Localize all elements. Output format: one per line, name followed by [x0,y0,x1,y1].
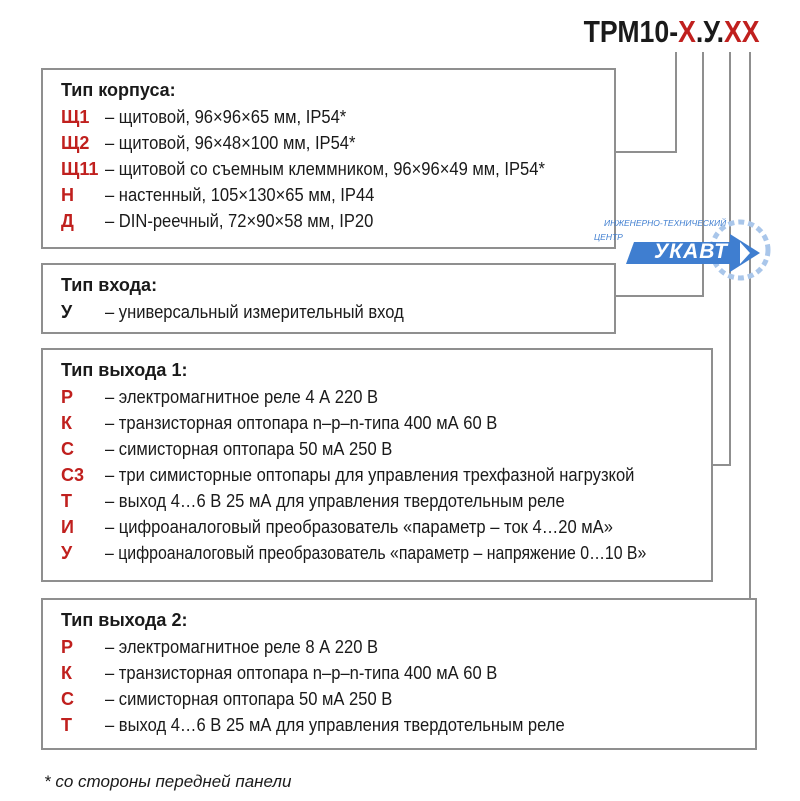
list-item [61,208,397,234]
connector-housing [615,52,676,152]
housing-code-placeholder: Х [678,14,697,49]
option-description: – щитовой со съемным клеммником, 96×96×49 мм, IP54* [105,159,545,179]
option-description: – три симисторные оптопары для управления трехфазной нагрузкой [105,465,635,485]
list-item [61,156,583,182]
housing-type-title: Тип корпуса: [61,80,176,100]
option-code: У [61,302,73,322]
option-description: – щитовой, 96×48×100 мм, IP54* [105,133,356,153]
model-dot-1: . [696,14,704,49]
option-code: Р [61,387,74,407]
option-code: Р [61,637,74,657]
option-code: К [61,663,72,683]
option-description: – цифроаналоговый преобразователь «параметр – ток 4…20 мА» [105,517,613,537]
output1-type-title: Тип выхода 1: [61,360,188,380]
list-item [61,436,417,462]
input-type-box [41,263,616,334]
watermark-logo [590,212,780,290]
watermark-line-1: ИНЖЕНЕРНО-ТЕХНИЧЕСКИЙ [604,218,727,228]
model-designation [584,14,760,50]
list-item [61,130,377,156]
list-item [61,384,402,410]
housing-type-box [41,68,616,249]
option-description: – электромагнитное реле 8 А 220 В [105,637,379,657]
list-item [61,182,398,208]
option-description: – настенный, 105×130×65 мм, IP44 [105,185,375,205]
list-item [61,299,430,325]
list-item [61,514,657,540]
list-item [61,660,531,686]
input-type-title: Тип входа: [61,275,158,295]
output2-type-title: Тип выхода 2: [61,610,188,630]
list-item [61,410,531,436]
option-code: Н [61,185,74,205]
option-description: – цифроаналоговый преобразователь «параметр – напряжение 0…10 В» [105,543,647,563]
option-code: Щ11 [61,159,99,179]
option-code: И [61,517,74,537]
option-description: – выход 4…6 В 25 мА для управления твердотельным реле [105,715,565,735]
input-code: У [703,14,718,49]
option-code: У [61,543,73,563]
model-dot-2: . [717,14,725,49]
option-code: Щ1 [61,107,90,127]
option-description: – электромагнитное реле 4 А 220 В [105,387,379,407]
option-description: – универсальный измерительный вход [105,302,404,322]
option-code: Д [61,211,74,231]
list-item [61,686,417,712]
output1-type-box [41,348,713,582]
option-code: Т [61,491,72,511]
option-description: – симисторная оптопара 50 мА 250 В [105,439,393,459]
list-item [61,488,605,514]
footnote: * со стороны передней панели [44,772,292,791]
option-description: – транзисторная оптопара n–p–n-типа 400 мА 60 В [105,663,498,683]
list-item [61,712,605,738]
option-code: Т [61,715,72,735]
model-prefix: ТРМ10- [584,14,679,49]
option-code: Щ2 [61,133,90,153]
option-code: С3 [61,465,85,485]
list-item [61,634,402,660]
output-code-placeholder: ХХ [724,14,760,49]
option-description: – транзисторная оптопара n–p–n-типа 400 мА 60 В [105,413,498,433]
option-description: – выход 4…6 В 25 мА для управления твердотельным реле [105,491,565,511]
output2-type-box [41,598,757,750]
list-item [61,104,367,130]
option-description: – симисторная оптопара 50 мА 250 В [105,689,393,709]
option-code: С [61,689,74,709]
watermark-brand: УКАВТ [654,240,728,263]
list-item [61,540,720,566]
watermark-line-2: ЦЕНТР [594,232,623,242]
list-item [61,462,680,488]
option-code: С [61,439,74,459]
option-description: – DIN-реечный, 72×90×58 мм, IP20 [105,211,374,231]
option-code: К [61,413,72,433]
option-description: – щитовой, 96×96×65 мм, IP54* [105,107,347,127]
